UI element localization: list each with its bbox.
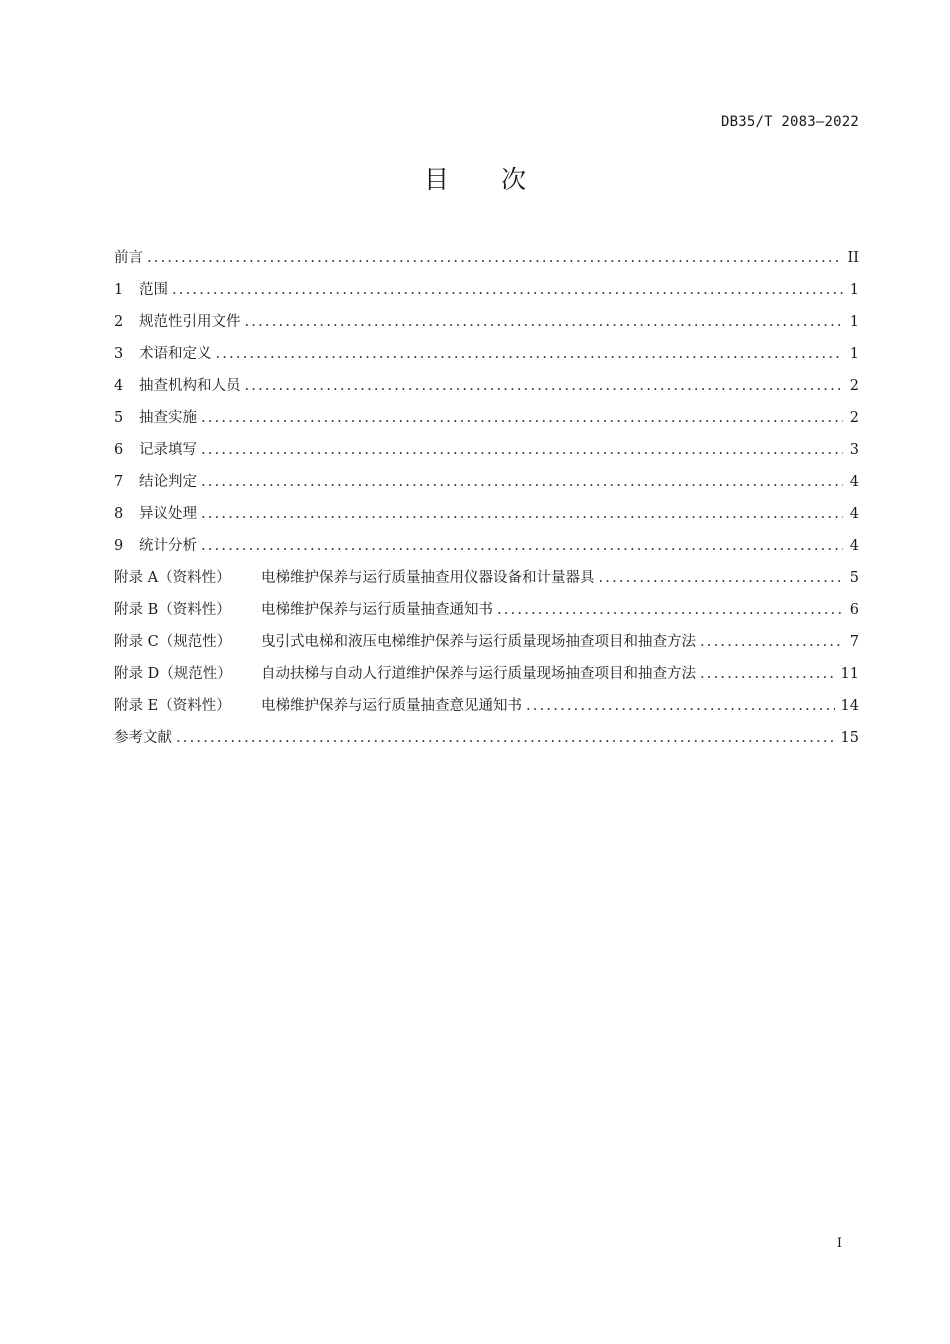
toc-entry-7[interactable] — [114, 470, 859, 502]
dot-leader — [526, 698, 835, 714]
toc-entry-page: 1 — [849, 314, 859, 330]
toc-entry-text: 抽查实施 — [139, 410, 197, 426]
toc-entry-text: 自动扶梯与自动人行道维护保养与运行质量现场抽查项目和抽查方法 — [261, 666, 696, 682]
toc-entry-appendix-d[interactable] — [114, 662, 859, 694]
toc-entry-text: 术语和定义 — [139, 346, 212, 362]
dot-leader — [201, 474, 843, 490]
toc-entry-page: 5 — [849, 570, 859, 586]
toc-entry-number: 2 — [114, 314, 124, 330]
document-code: DB35/T 2083—2022 — [720, 114, 859, 130]
toc-entry-2[interactable] — [114, 310, 859, 342]
toc-entry-page: 14 — [840, 698, 859, 714]
page-title — [0, 160, 950, 196]
toc-entry-page: 4 — [849, 474, 859, 490]
dot-leader — [700, 666, 835, 682]
toc-entry-page: 4 — [849, 506, 859, 522]
appendix-label: 附录 A（资料性） — [114, 570, 231, 586]
toc-entry-text: 前言 — [114, 250, 143, 266]
toc-entry-9[interactable] — [114, 534, 859, 566]
dot-leader — [216, 346, 844, 362]
toc-entry-page: 7 — [849, 634, 859, 650]
toc-entry-text: 异议处理 — [139, 506, 197, 522]
toc-entry-references[interactable] — [114, 726, 859, 758]
toc-entry-text: 统计分析 — [139, 538, 197, 554]
toc-entry-foreword[interactable] — [114, 246, 859, 278]
toc-entry-page: 3 — [849, 442, 859, 458]
dot-leader — [599, 570, 844, 586]
toc-entry-text: 结论判定 — [139, 474, 197, 490]
toc-entry-page: 4 — [849, 538, 859, 554]
toc-entry-page: 1 — [849, 282, 859, 298]
dot-leader — [147, 250, 842, 266]
title-char-1: 目 — [423, 165, 449, 194]
toc-entry-page: 2 — [849, 378, 859, 394]
dot-leader — [201, 442, 843, 458]
toc-entry-page: 2 — [849, 410, 859, 426]
toc-entry-1[interactable] — [114, 278, 859, 310]
toc-entry-page: 15 — [840, 730, 859, 746]
toc-entry-5[interactable] — [114, 406, 859, 438]
toc-entry-6[interactable] — [114, 438, 859, 470]
toc-entry-page: 6 — [849, 602, 859, 618]
toc-entry-page: II — [847, 250, 859, 266]
toc-entry-number: 8 — [114, 506, 124, 522]
toc-entry-number: 6 — [114, 442, 124, 458]
toc-entry-number: 4 — [114, 378, 124, 394]
toc-entry-number: 5 — [114, 410, 124, 426]
footer-page-number: I — [836, 1236, 842, 1251]
toc-entry-8[interactable] — [114, 502, 859, 534]
dot-leader — [176, 730, 835, 746]
toc-entry-number: 7 — [114, 474, 124, 490]
table-of-contents — [114, 246, 859, 758]
title-char-2: 次 — [501, 165, 527, 194]
appendix-label: 附录 B（资料性） — [114, 602, 231, 618]
toc-entry-appendix-e[interactable] — [114, 694, 859, 726]
appendix-label: 附录 D（规范性） — [114, 666, 232, 682]
toc-entry-text: 参考文献 — [114, 730, 172, 746]
dot-leader — [201, 506, 843, 522]
toc-entry-4[interactable] — [114, 374, 859, 406]
toc-entry-text: 抽查机构和人员 — [139, 378, 241, 394]
toc-entry-text: 规范性引用文件 — [139, 314, 241, 330]
appendix-label: 附录 C（规范性） — [114, 634, 232, 650]
toc-entry-text: 电梯维护保养与运行质量抽查用仪器设备和计量器具 — [261, 570, 595, 586]
toc-entry-text: 范围 — [139, 282, 168, 298]
appendix-label: 附录 E（资料性） — [114, 698, 231, 714]
toc-entry-text: 记录填写 — [139, 442, 197, 458]
toc-entry-appendix-b[interactable] — [114, 598, 859, 630]
toc-entry-3[interactable] — [114, 342, 859, 374]
toc-entry-number: 9 — [114, 538, 124, 554]
toc-entry-number: 3 — [114, 346, 124, 362]
toc-entry-text: 电梯维护保养与运行质量抽查意见通知书 — [261, 698, 522, 714]
dot-leader — [245, 314, 844, 330]
dot-leader — [201, 538, 843, 554]
dot-leader — [700, 634, 843, 650]
toc-entry-text: 曳引式电梯和液压电梯维护保养与运行质量现场抽查项目和抽查方法 — [261, 634, 696, 650]
dot-leader — [201, 410, 843, 426]
toc-entry-page: 11 — [840, 666, 859, 682]
dot-leader — [172, 282, 843, 298]
dot-leader — [497, 602, 843, 618]
toc-entry-page: 1 — [849, 346, 859, 362]
dot-leader — [245, 378, 844, 394]
toc-entry-appendix-c[interactable] — [114, 630, 859, 662]
toc-entry-text: 电梯维护保养与运行质量抽查通知书 — [261, 602, 493, 618]
toc-entry-number: 1 — [114, 282, 124, 298]
toc-entry-appendix-a[interactable] — [114, 566, 859, 598]
